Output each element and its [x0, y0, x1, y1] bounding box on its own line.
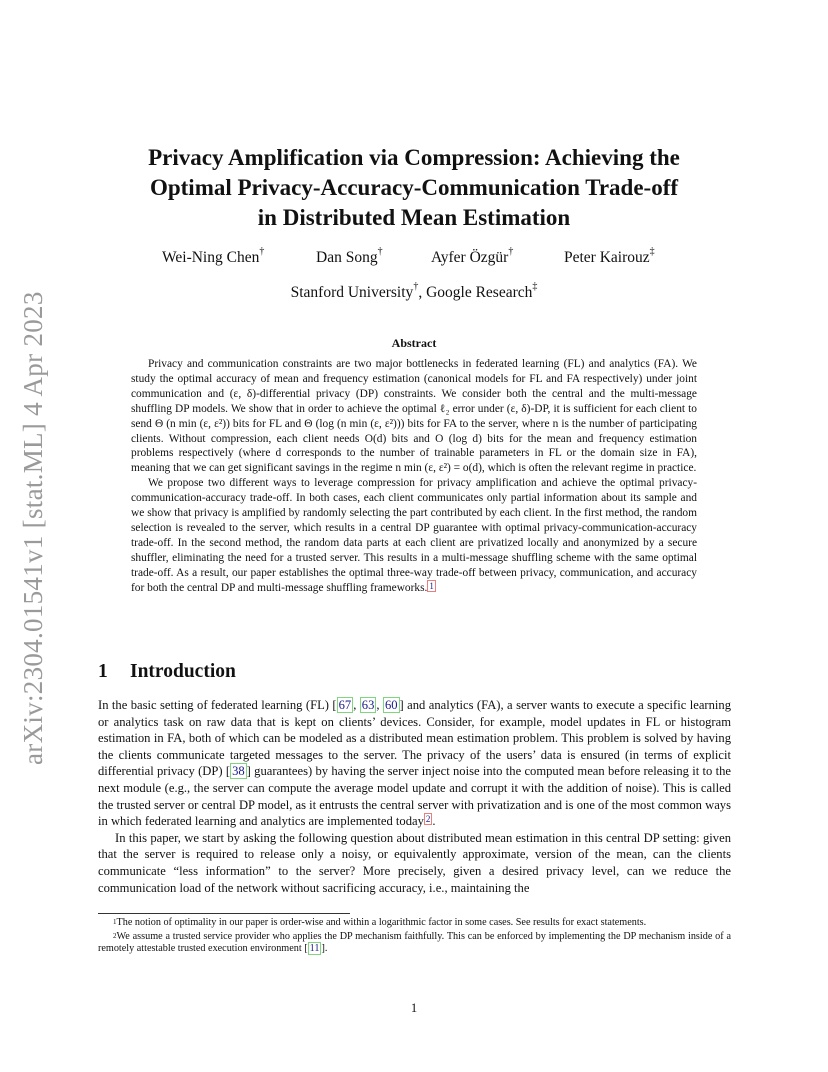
- affiliation-stanford: Stanford University: [290, 284, 414, 301]
- title-line-1: Privacy Amplification via Compression: Achieving the: [148, 145, 680, 170]
- body-text-run: In the basic setting of federated learning (FL) [: [98, 698, 337, 712]
- citation-link[interactable]: 11: [309, 943, 320, 955]
- affiliation-mark: †: [377, 246, 383, 257]
- footnote-1: [98, 917, 731, 930]
- footnote-mark: 1: [113, 918, 117, 926]
- arxiv-stamp[interactable]: arXiv:2304.01541v1 [stat.ML] 4 Apr 2023: [18, 291, 48, 765]
- author: [162, 246, 265, 267]
- citation-link[interactable]: 67: [338, 698, 352, 712]
- citation-link[interactable]: 60: [384, 698, 398, 712]
- affiliation-mark: ‡: [649, 246, 655, 257]
- author: [564, 246, 655, 267]
- affiliations: [96, 281, 732, 302]
- affiliation-mark: ‡: [532, 281, 538, 292]
- footnotes: [98, 917, 731, 957]
- abstract-paragraph-1: Privacy and communication constraints are two major bottlenecks in federated learning (FL) and analytics (FA). We study the optimal accuracy of mean and frequency estimation (canonical models for FL and FA respectively) under joint communication and (ε, δ)-differential privacy (DP) constraints. We consider both the central and the multi-message shuffling DP models. We show that in order to achieve the optimal ℓ₂ error under (ε, δ)-DP, it is sufficient for each client to send Θ (n min (ε, ε²)) bits for FL and Θ (log (n min (ε, ε²))) bits for FA to the server, where n is the number of participating clients. Without compression, each client needs O(d) bits and O (log d) bits for the mean and frequency estimation problems respectively (where d corresponds to the number of trainable parameters in FL or the domain size in FA), meaning that we can get significant savings in the regime n min (ε, ε²) = o(d), which is often the relevant regime in practice.: [131, 358, 697, 475]
- footnote-mark: 2: [113, 931, 117, 940]
- title-line-3: in Distributed Mean Estimation: [257, 205, 571, 230]
- footnote-link-2[interactable]: 2: [425, 814, 431, 825]
- body-text-run: ] and analytics (FA), a server wants to execute a specific learning or analytics task on raw data that is kept on clients’ devices. Consider, for example, model updates in FL or histogram estimation in FA, both of which can be modeled as a distributed mean estimation problem. This problem is solved by having the clients communicate targeted messages to the server. The privacy of the users’ data is ensured (in terms of explicit differential privacy (DP) [: [98, 698, 732, 779]
- abstract-p2-text: We propose two different ways to leverage compression for privacy amplification and achieve the optimal privacy-communication-accuracy trade-off. In both cases, each client communicates only partial information about its sample and we show that privacy is amplified by randomly selecting the part contributed by each client. In the first method, the random selection is revealed to the server, which results in a central DP guarantee with optimal privacy-communication-accuracy trade-off. In the second method, the random data parts at each client are privatized locally and anonymized by a secure shuffler, eliminating the need for a trusted server. This results in a multi-message shuffling scheme with the same optimal trade-off. As a result, our paper establishes the optimal three-way trade-off between privacy, communication, and accuracy for both the central DP and multi-message shuffling frameworks.: [131, 477, 697, 594]
- abstract-heading: Abstract: [391, 336, 437, 350]
- body-text-run: ] guarantees) by having the server inject noise into the computed mean before releasing it to the next module (e.g., the server can compute the average model update and corrupt it with the addition of noise). This is called the trusted server or central DP model, as it entrusts the central server with privatization and is one of the most common ways in which federated learning and analytics are implemented today: [98, 764, 731, 829]
- introduction-body: [98, 697, 731, 896]
- page-number: 1: [410, 1001, 418, 1015]
- section-title: Introduction: [130, 661, 236, 682]
- affiliation-google: , Google Research: [418, 284, 533, 301]
- author-name: Wei-Ning Chen: [162, 249, 260, 266]
- footnote-text: ].: [321, 943, 328, 955]
- footnote-rule: [98, 913, 350, 914]
- title-line-2: Optimal Privacy-Accuracy-Communication Trade-off: [149, 175, 679, 200]
- citation-link[interactable]: 63: [361, 698, 375, 712]
- author: [431, 246, 514, 267]
- affiliation-mark: †: [508, 246, 514, 257]
- footnote-text: We assume a trusted service provider who applies the DP mechanism faithfully. This can be enforced by implementing the DP mechanism inside of a remotely attestable trusted execution environment [: [98, 930, 731, 955]
- section-heading: [98, 661, 236, 683]
- paper-title: [96, 143, 732, 233]
- section-number: 1: [98, 661, 108, 682]
- abstract-paragraph-2: [131, 476, 697, 595]
- footnote-link-1[interactable]: 1: [429, 580, 434, 591]
- author-name: Peter Kairouz: [564, 249, 650, 266]
- footnote-text: The notion of optimality in our paper is order-wise and within a logarithmic factor in some cases. See results for exact statements.: [116, 917, 647, 928]
- affiliation-mark: †: [413, 281, 419, 292]
- footnote-2: [98, 931, 731, 956]
- author: [316, 246, 383, 267]
- author-list: [96, 246, 732, 271]
- body-paragraph-1: In the basic setting of federated learning (FL) [ 67 , 63 , 60 ] and analytics (FA), a server wants to execute a specific learning or analytics task on raw data that is kept on clients’ devices. Consider, for example, model updates in FL or histogram estimation in FA, both of which can be modeled as a distributed mean estimation problem. This problem is solved by having the clients communicate targeted messages to the server. The privacy of the users’ data is ensured (in terms of explicit differential privacy (DP) [ 38 ] guarantees) by having the server inject noise into the computed mean before releasing it to the next module (e.g., the server can compute the average model update and corrupt it with the addition of noise). This is called the trusted server or central DP model, as it entrusts the central server with privatization and is one of the most common ways in which federated learning and analytics are implemented today $^2$ .: [98, 698, 732, 829]
- body-paragraph-2: In this paper, we start by asking the following question about distributed mean estimation in this central DP setting: given that the server is required to release only a noisy, or equivalently approximate, version of the mean, can the clients communicate “less information” to the server? More precisely, given a desired privacy level, can we reduce the communication load of the network without sacrificing accuracy, i.e., maintaining the: [98, 830, 731, 895]
- abstract: [131, 357, 697, 596]
- author-name: Dan Song: [316, 249, 378, 266]
- author-name: Ayfer Özgür: [431, 249, 509, 266]
- citation-link[interactable]: 38: [232, 764, 245, 779]
- body-text-run: .: [432, 814, 436, 829]
- affiliation-mark: †: [259, 246, 265, 257]
